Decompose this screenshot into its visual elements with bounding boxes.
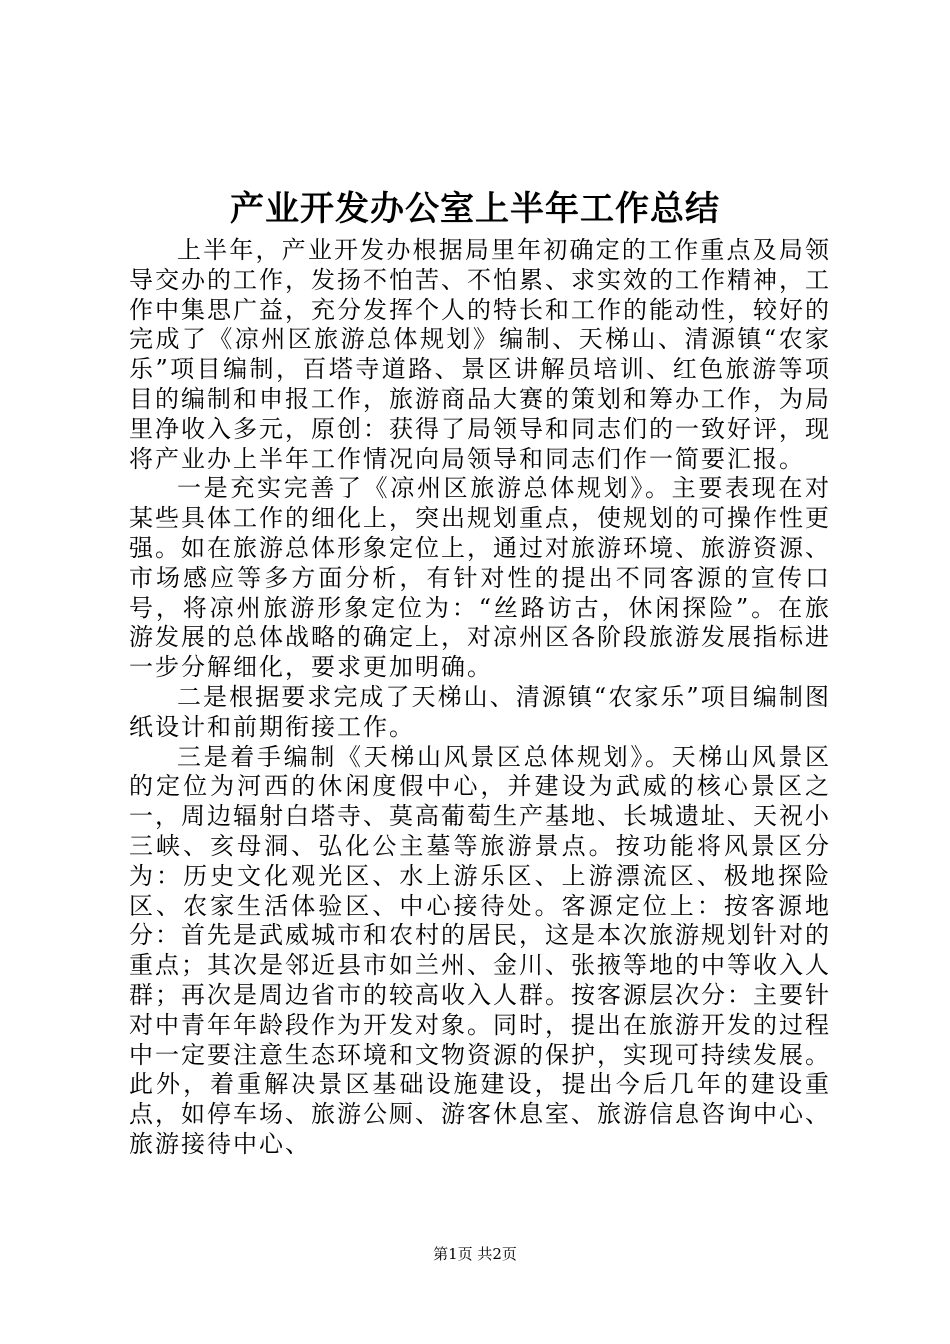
paragraph-intro: 上半年，产业开发办根据局里年初确定的工作重点及局领导交办的工作，发扬不怕苦、不怕累、求实效的工作精神，工作中集思广益，充分发挥个人的特长和工作的能动性，较好的完成了《凉州区旅游总体规划》编制、天梯山、清源镇“农家乐”项目编制，百塔寺道路、景区讲解员培训、红色旅游等项目的编制和申报工作，旅游商品大赛的策划和筹办工作，为局里净收入多元，原创：获得了局领导和同志们的一致好评，现将产业办上半年工作情况向局领导和同志们作一简要汇报。 xyxy=(129,236,831,473)
page-footer: 第1页 共2页 xyxy=(433,1245,517,1263)
paragraph-item-2: 二是根据要求完成了天梯山、清源镇“农家乐”项目编制图纸设计和前期衔接工作。 xyxy=(129,682,831,741)
document-body xyxy=(129,236,831,1160)
paragraph-item-3: 三是着手编制《天梯山风景区总体规划》。天梯山风景区的定位为河西的休闲度假中心，并建设为武威的核心景区之一，周边辐射白塔寺、莫高葡萄生产基地、长城遗址、天祝小三峡、亥母洞、弘化公主墓等旅游景点。按功能将风景区分为：历史文化观光区、水上游乐区、上游漂流区、极地探险区、农家生活体验区、中心接待处。客源定位上：按客源地分：首先是武威城市和农村的居民，这是本次旅游规划针对的重点；其次是邻近县市如兰州、金川、张掖等地的中等收入人群；再次是周边省市的较高收入人群。按客源层次分：主要针对中青年年龄段作为开发对象。同时，提出在旅游开发的过程中一定要注意生态环境和文物资源的保护，实现可持续发展。此外，着重解决景区基础设施建设，提出今后几年的建设重点，如停车场、旅游公厕、游客休息室、旅游信息咨询中心、旅游接待中心、 xyxy=(129,742,831,1158)
paragraph-item-1: 一是充实完善了《凉州区旅游总体规划》。主要表现在对某些具体工作的细化上，突出规划重点，使规划的可操作性更强。如在旅游总体形象定位上，通过对旅游环境、旅游资源、市场感应等多方面分析，有针对性的提出不同客源的宣传口号，将凉州旅游形象定位为：“丝路访古，休闲探险”。在旅游发展的总体战略的确定上，对凉州区各阶段旅游发展指标进一步分解细化，要求更加明确。 xyxy=(129,474,831,682)
document-title: 产业开发办公室上半年工作总结 xyxy=(230,189,720,229)
